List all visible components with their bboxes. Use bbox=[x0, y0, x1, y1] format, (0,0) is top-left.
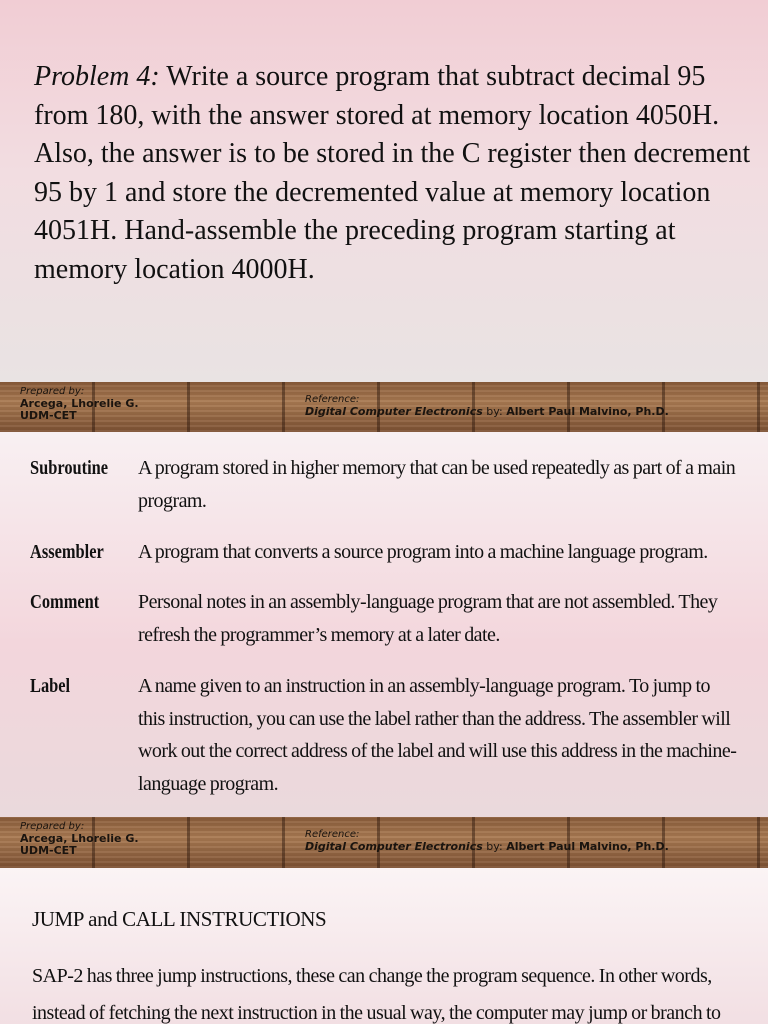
prepared-by-author: Arcega, Lhorelie G. bbox=[20, 832, 139, 845]
glossary-term: Label bbox=[30, 675, 71, 697]
reference-book: Digital Computer Electronics bbox=[305, 405, 483, 418]
problem-text: Write a source program that subtract decimal 95 from 180, with the answer stored at memory location 4050H. Also, the answer is to be stored in the C register then decrement 95 by 1 and store the decremented value at memory location 4051H. Hand-assemble the preceding program starting at memory location 4000H. bbox=[34, 61, 751, 285]
glossary-definition: A program stored in higher memory that can be used repeatedly as part of a main program. bbox=[138, 457, 736, 512]
reference-author: Albert Paul Malvino, Ph.D. bbox=[506, 405, 669, 418]
prepared-by-label: Prepared by: bbox=[20, 386, 85, 397]
slide-glossary bbox=[0, 432, 768, 817]
prepared-by-org: UDM-CET bbox=[20, 409, 77, 422]
reference-block bbox=[305, 829, 669, 853]
reference-by: by: bbox=[482, 840, 507, 853]
reference-block bbox=[305, 394, 669, 418]
reference-label: Reference: bbox=[305, 829, 360, 840]
reference-label: Reference: bbox=[305, 394, 360, 405]
prepared-by-org: UDM-CET bbox=[20, 844, 77, 857]
prepared-by-block bbox=[20, 821, 139, 857]
glossary-definition: A name given to an instruction in an assembly-language program. To jump to this instruction, you can use the label rather than the address. The assembler will work out the correct address of the label and will use this address in the machine-language program. bbox=[138, 675, 737, 795]
prepared-by-label: Prepared by: bbox=[20, 821, 85, 832]
slide-footer-banner bbox=[0, 817, 768, 868]
reference-book: Digital Computer Electronics bbox=[305, 840, 483, 853]
glossary-term: Assembler bbox=[30, 541, 104, 563]
problem-statement bbox=[34, 58, 756, 289]
slide-problem-4 bbox=[0, 0, 768, 382]
section-paragraph: SAP-2 has three jump instructions, these can change the program sequence. In other words, instead of fetching the next instruction in the usual way, the computer may jump or branch to bbox=[32, 965, 721, 1024]
section-heading: JUMP and CALL INSTRUCTIONS bbox=[32, 907, 327, 931]
reference-author: Albert Paul Malvino, Ph.D. bbox=[506, 840, 669, 853]
problem-label: Problem 4: bbox=[34, 61, 160, 92]
glossary-term: Comment bbox=[30, 591, 100, 613]
glossary-term: Subroutine bbox=[30, 457, 109, 479]
prepared-by-author: Arcega, Lhorelie G. bbox=[20, 397, 139, 410]
reference-by: by: bbox=[482, 405, 507, 418]
glossary-definition: A program that converts a source program into a machine language program. bbox=[138, 541, 708, 563]
slide-footer-banner bbox=[0, 382, 768, 432]
prepared-by-block bbox=[20, 386, 139, 422]
slide-jump-call bbox=[0, 868, 768, 1024]
glossary-definition: Personal notes in an assembly-language program that are not assembled. They refresh the programmer’s memory at a later date. bbox=[138, 591, 718, 646]
